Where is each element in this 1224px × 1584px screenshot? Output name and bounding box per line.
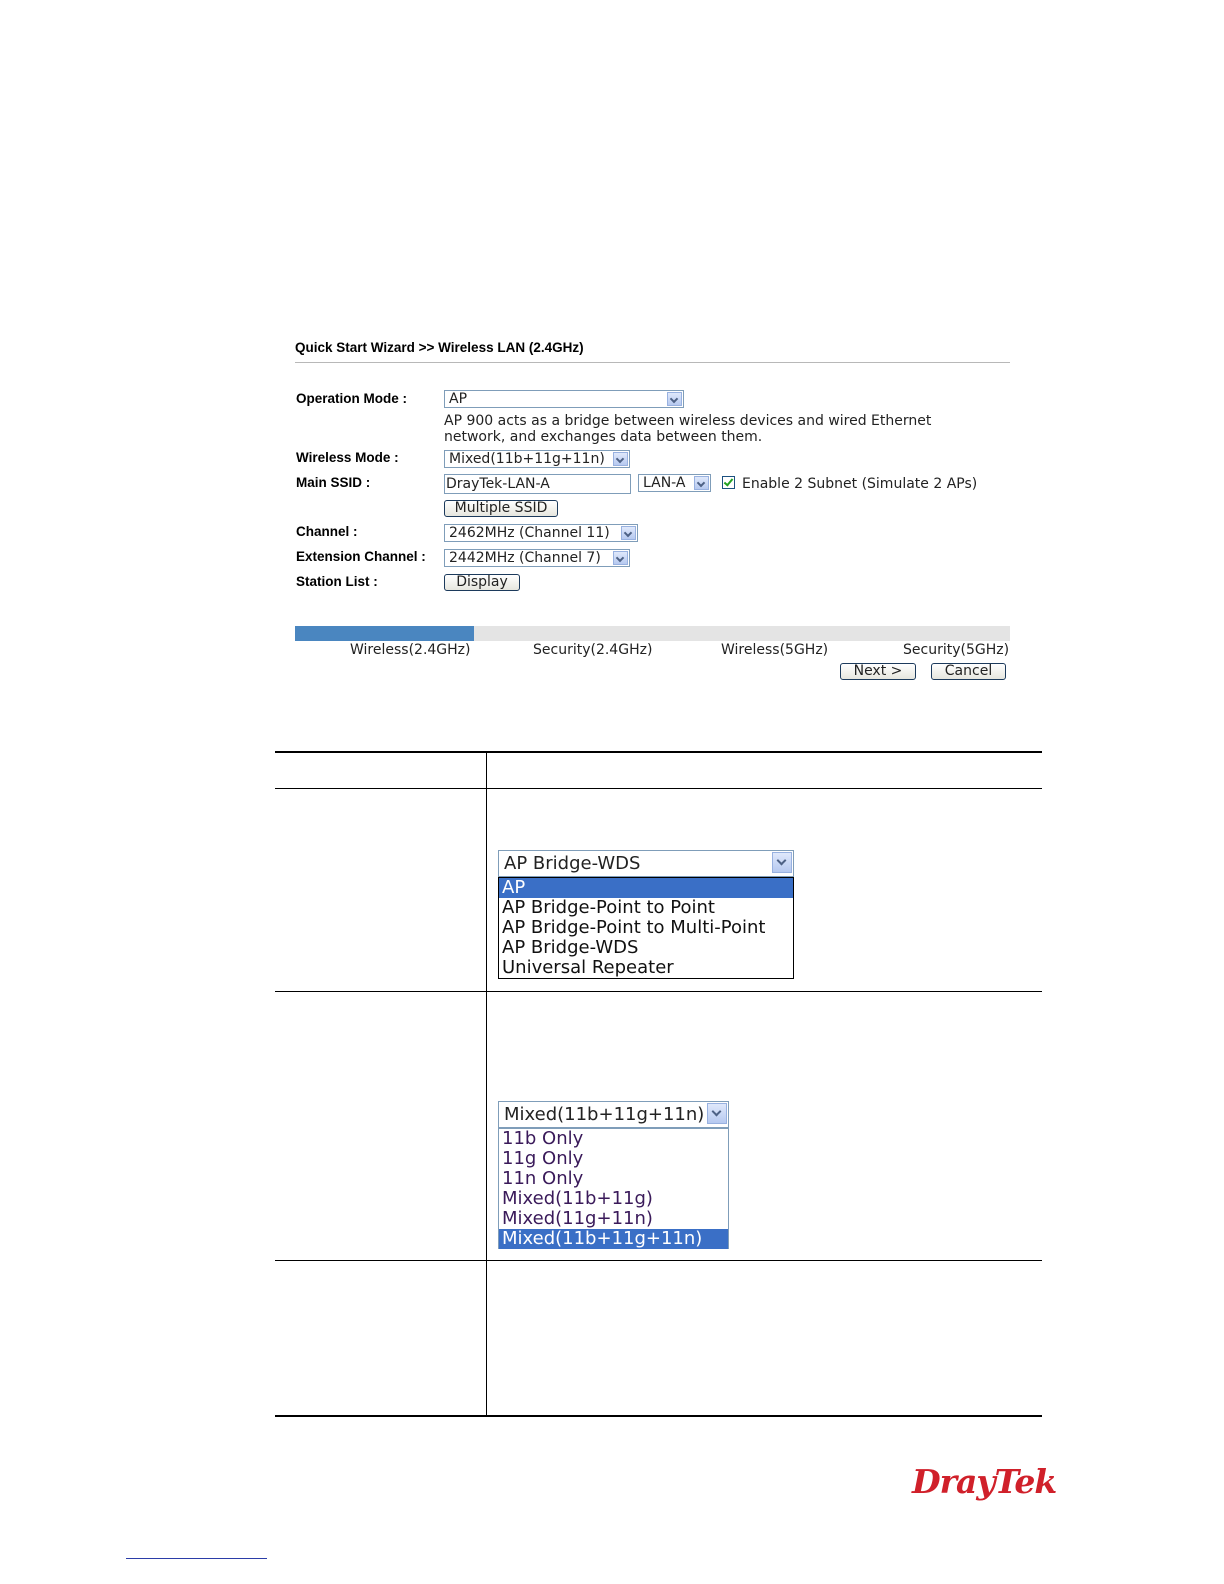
operation-mode-description-line2: network, and exchanges data between them.	[444, 429, 763, 445]
wireless-mode-select[interactable]	[444, 450, 630, 468]
page-title: Quick Start Wizard >> Wireless LAN (2.4GHz)	[295, 340, 584, 355]
title-divider	[295, 362, 1010, 363]
enable-2-subnet-label: Enable 2 Subnet (Simulate 2 APs)	[742, 476, 978, 492]
operation-mode-select[interactable]	[444, 390, 684, 408]
chevron-down-icon	[621, 526, 636, 540]
main-ssid-input[interactable]: DrayTek-LAN-A	[444, 474, 631, 494]
lan-select[interactable]	[638, 474, 711, 492]
chevron-down-icon	[667, 392, 682, 406]
channel-select[interactable]	[444, 524, 638, 542]
table-top-border	[275, 751, 1042, 753]
cancel-button[interactable]: Cancel	[931, 663, 1006, 680]
option-mixed-11b-11g[interactable]: Mixed(11b+11g)	[502, 1188, 653, 1209]
lan-select-value: LAN-A	[643, 475, 686, 491]
wizard-progress-bar	[295, 626, 1010, 641]
multiple-ssid-button[interactable]: Multiple SSID	[444, 500, 558, 517]
option-11b-only[interactable]: 11b Only	[502, 1128, 584, 1149]
chevron-down-icon	[613, 452, 628, 466]
extension-channel-label: Extension Channel :	[296, 549, 426, 564]
step-security-2g: Security(2.4GHz)	[533, 642, 653, 658]
chevron-down-icon	[613, 551, 628, 565]
table-row-divider	[275, 991, 1042, 992]
table-column-divider	[486, 752, 487, 1416]
table-header-divider	[275, 788, 1042, 789]
operation-mode-options-list	[498, 877, 794, 979]
wireless-mode-label: Wireless Mode :	[296, 450, 399, 465]
next-button[interactable]: Next >	[840, 663, 916, 680]
step-wireless-5g: Wireless(5GHz)	[721, 642, 829, 658]
main-ssid-label: Main SSID :	[296, 475, 371, 490]
option-11n-only[interactable]: 11n Only	[502, 1168, 584, 1189]
operation-mode-dropdown[interactable]	[498, 850, 794, 877]
channel-label: Channel :	[296, 524, 358, 539]
enable-2-subnet-checkbox[interactable]	[722, 476, 735, 489]
extension-channel-select[interactable]	[444, 549, 630, 567]
table-bottom-border	[275, 1415, 1042, 1417]
option-ap-bridge-ptp[interactable]: AP Bridge-Point to Point	[502, 897, 715, 918]
option-ap-bridge-wds[interactable]: AP Bridge-WDS	[502, 937, 639, 958]
operation-mode-description-line1: AP 900 acts as a bridge between wireless devices and wired Ethernet	[444, 413, 932, 429]
chevron-down-icon	[694, 476, 709, 490]
operation-mode-value: AP	[449, 391, 468, 407]
option-ap-bridge-ptmp[interactable]: AP Bridge-Point to Multi-Point	[502, 917, 766, 938]
wireless-mode-dropdown[interactable]	[498, 1101, 729, 1128]
option-11g-only[interactable]: 11g Only	[502, 1148, 584, 1169]
option-universal-repeater[interactable]: Universal Repeater	[502, 957, 674, 978]
wireless-mode-value: Mixed(11b+11g+11n)	[449, 451, 605, 467]
wireless-mode-dropdown-value: Mixed(11b+11g+11n)	[504, 1104, 705, 1125]
display-button[interactable]: Display	[444, 574, 520, 591]
operation-mode-dropdown-value: AP Bridge-WDS	[504, 853, 641, 874]
quick-start-wizard	[295, 330, 1010, 690]
option-mixed-11b-11g-11n[interactable]: Mixed(11b+11g+11n)	[499, 1229, 728, 1249]
footer-rule	[126, 1558, 267, 1559]
extension-channel-value: 2442MHz (Channel 7)	[449, 550, 601, 566]
table-row-divider	[275, 1260, 1042, 1261]
option-ap[interactable]: AP	[499, 878, 793, 898]
draytek-logo: DrayTek	[912, 1462, 1057, 1501]
step-wireless-2g: Wireless(2.4GHz)	[350, 642, 471, 658]
operation-mode-label: Operation Mode :	[296, 391, 407, 406]
wireless-mode-options-list	[498, 1128, 729, 1249]
wizard-progress-fill	[295, 626, 474, 641]
station-list-label: Station List :	[296, 574, 378, 589]
option-mixed-11g-11n[interactable]: Mixed(11g+11n)	[502, 1208, 653, 1229]
step-security-5g: Security(5GHz)	[903, 642, 1010, 658]
channel-value: 2462MHz (Channel 11)	[449, 525, 610, 541]
chevron-down-icon	[772, 852, 792, 873]
chevron-down-icon	[707, 1103, 727, 1124]
